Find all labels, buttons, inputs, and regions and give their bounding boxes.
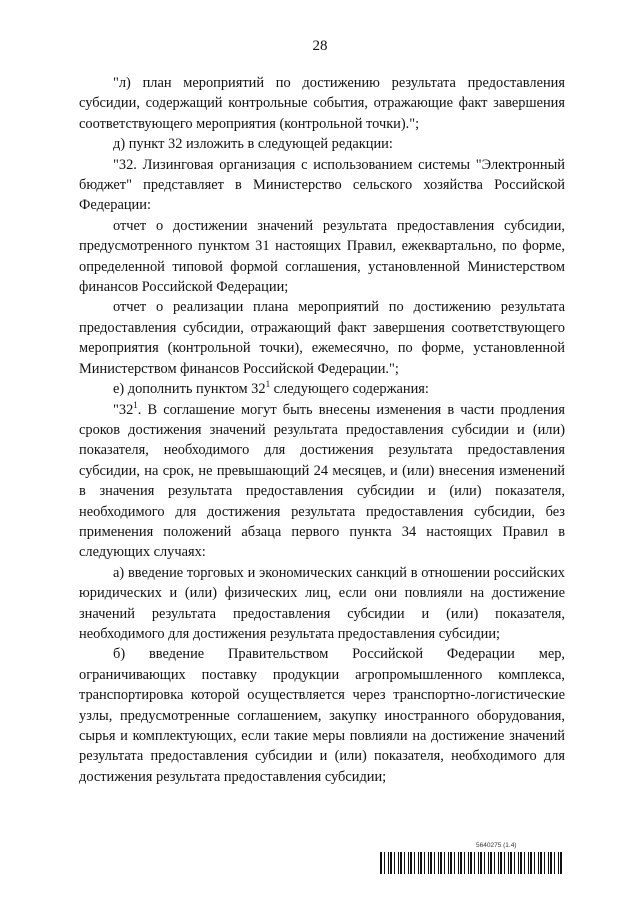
barcode-icon [380,852,566,874]
point-text: . В соглашение могут быть внесены изменения в части продления сроков достижения значений результата предоставления субсидии и (или) показателя, необходимого для достижения результата предоставления субсидии, на срок, не превышающий 24 месяцев, и (или) внесения изменений в значения результата предоставления субсидии и (или) показателя, необходимого для достижения результата предоставления субсидии, без применения положений абзаца первого пункта 34 настоящих Правил в следующих случаях: [79,401,565,561]
paragraph-item-l: "л) план мероприятий по достижению результата предоставления субсидии, содержащий контрольные события, отражающие факт завершения соответствующего мероприятия (контрольной точки)."; [79,75,565,132]
superscript: 1 [133,399,138,410]
paragraph-item-e [79,379,565,399]
list-item-b: б) введение Правительством Российской Федерации мер, ограничивающих поставку продукции агропромышленного комплекса, транспортировка которой осуществляется через транспортно-логистические узлы, предусмотренные соглашением, закупку иностранного оборудования, сырья и комплектующих, если такие меры повлияли на достижение значений результата предоставления субсидии и (или) показателя, необходимого для достижения результата предоставления субсидии; [79,646,565,785]
superscript: 1 [265,379,271,390]
paragraph-item-e-text: е) дополнить пунктом 32 [113,381,266,398]
paragraph-point-32-1 [79,400,565,563]
list-item-a: а) введение торговых и экономических санкций в отношении российских юридических и (или) физических лиц, если они повлияли на достижение значений результата предоставления субсидии и (или) показателя, необходимого для достижения результата предоставления субсидии; [79,564,565,642]
point-number: "32 [113,401,134,418]
paragraph-item-e-tail: следующего содержания: [270,381,429,398]
paragraph-point-32: "32. Лизинговая организация с использованием системы "Электронный бюджет" представляет в Министерство сельского хозяйства Российской Федерации: [79,156,565,214]
document-body [79,73,565,787]
paragraph-report-plan: отчет о реализации плана мероприятий по достижению результата предоставления субсидии, отражающий факт завершения соответствующего мероприятия (контрольной точки), ежемесячно, по форме, установленной Министерством финансов Российской Федерации."; [79,299,565,377]
paragraph-report-results: отчет о достижении значений результата предоставления субсидии, предусмотренного пунктом 31 настоящих Правил, ежеквартально, по форме, определенной типовой формой соглашения, установленной Министерством финансов Российской Федерации; [79,217,565,296]
barcode-code: 5640275 (1.4) [476,842,517,849]
page-number: 28 [312,38,328,54]
paragraph-item-d: д) пункт 32 изложить в следующей редакции: [113,136,393,153]
